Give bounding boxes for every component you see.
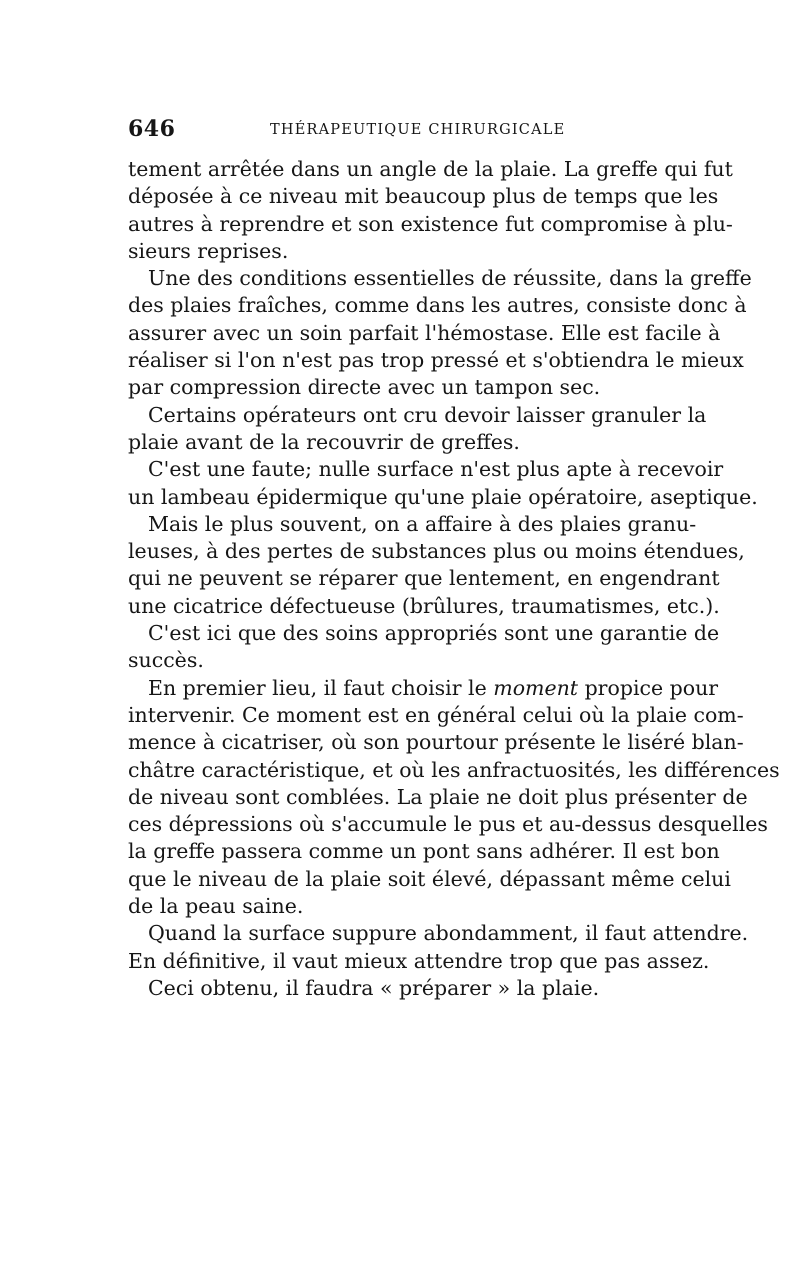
text-line: de niveau sont comblées. La plaie ne doit plus présenter de: [128, 784, 748, 809]
text-line: tement arrêtée dans un angle de la plaie. La greffe qui fut: [128, 157, 733, 181]
text-line: réaliser si l'on n'est pas trop pressé et s'obtiendra le mieux: [128, 348, 744, 373]
text-line: En premier lieu, il faut choisir le moment propice pour: [148, 675, 719, 700]
text-line: mence à cicatriser, où son pourtour présente le liséré blan-: [128, 730, 744, 755]
text-line: leuses, à des pertes de substances plus ou moins étendues,: [128, 539, 745, 564]
text-line: C'est une faute; nulle surface n'est plus apte à recevoir: [148, 457, 724, 482]
text-line: la greffe passera comme un pont sans adhérer. Il est bon: [128, 839, 720, 864]
text-line: un lambeau épidermique qu'une plaie opératoire, aseptique.: [128, 484, 758, 509]
text-line: En définitive, il vaut mieux attendre trop que pas assez.: [128, 948, 710, 973]
text-line: assurer avec un soin parfait l'hémostase. Elle est facile à: [128, 320, 721, 345]
text-line: intervenir. Ce moment est en général celui où la plaie com-: [128, 702, 744, 727]
text-line: Mais le plus souvent, on a affaire à des plaies granu-: [148, 511, 697, 536]
text-line: C'est ici que des soins appropriés sont une garantie de: [148, 621, 720, 646]
text-line: sieurs reprises.: [128, 238, 289, 263]
text-line: par compression directe avec un tampon sec.: [128, 375, 601, 400]
text-line: déposée à ce niveau mit beaucoup plus de temps que les: [128, 184, 719, 209]
text-line: Une des conditions essentielles de réussite, dans la greffe: [148, 266, 752, 291]
text-line: autres à reprendre et son existence fut compromise à plu-: [128, 211, 733, 236]
text-line: succès.: [128, 648, 204, 673]
running-title: THÉRAPEUTIQUE CHIRURGICALE: [270, 122, 566, 138]
text-line: Certains opérateurs ont cru devoir laisser granuler la: [148, 402, 707, 427]
text-line: de la peau saine.: [128, 894, 304, 919]
text-line: ces dépressions où s'accumule le pus et au-dessus desquelles: [128, 812, 768, 837]
text-line: une cicatrice défectueuse (brûlures, traumatismes, etc.).: [128, 593, 720, 618]
text-line: que le niveau de la plaie soit élevé, dépassant même celui: [128, 866, 731, 891]
page-number: 646: [128, 116, 176, 142]
text-line: Ceci obtenu, il faudra « préparer » la plaie.: [148, 975, 600, 1000]
body-text: [128, 156, 780, 1002]
italic-phrase: moment: [493, 675, 579, 700]
text-line: qui ne peuvent se réparer que lentement, en engendrant: [128, 566, 720, 591]
text-line: des plaies fraîches, comme dans les autres, consiste donc à: [128, 293, 747, 318]
running-head: [128, 116, 674, 144]
text-line: Quand la surface suppure abondamment, il faut attendre.: [148, 921, 749, 946]
text-line: châtre caractéristique, et où les anfractuosités, les différences: [128, 757, 780, 782]
text-line: plaie avant de la recouvrir de greffes.: [128, 429, 520, 454]
